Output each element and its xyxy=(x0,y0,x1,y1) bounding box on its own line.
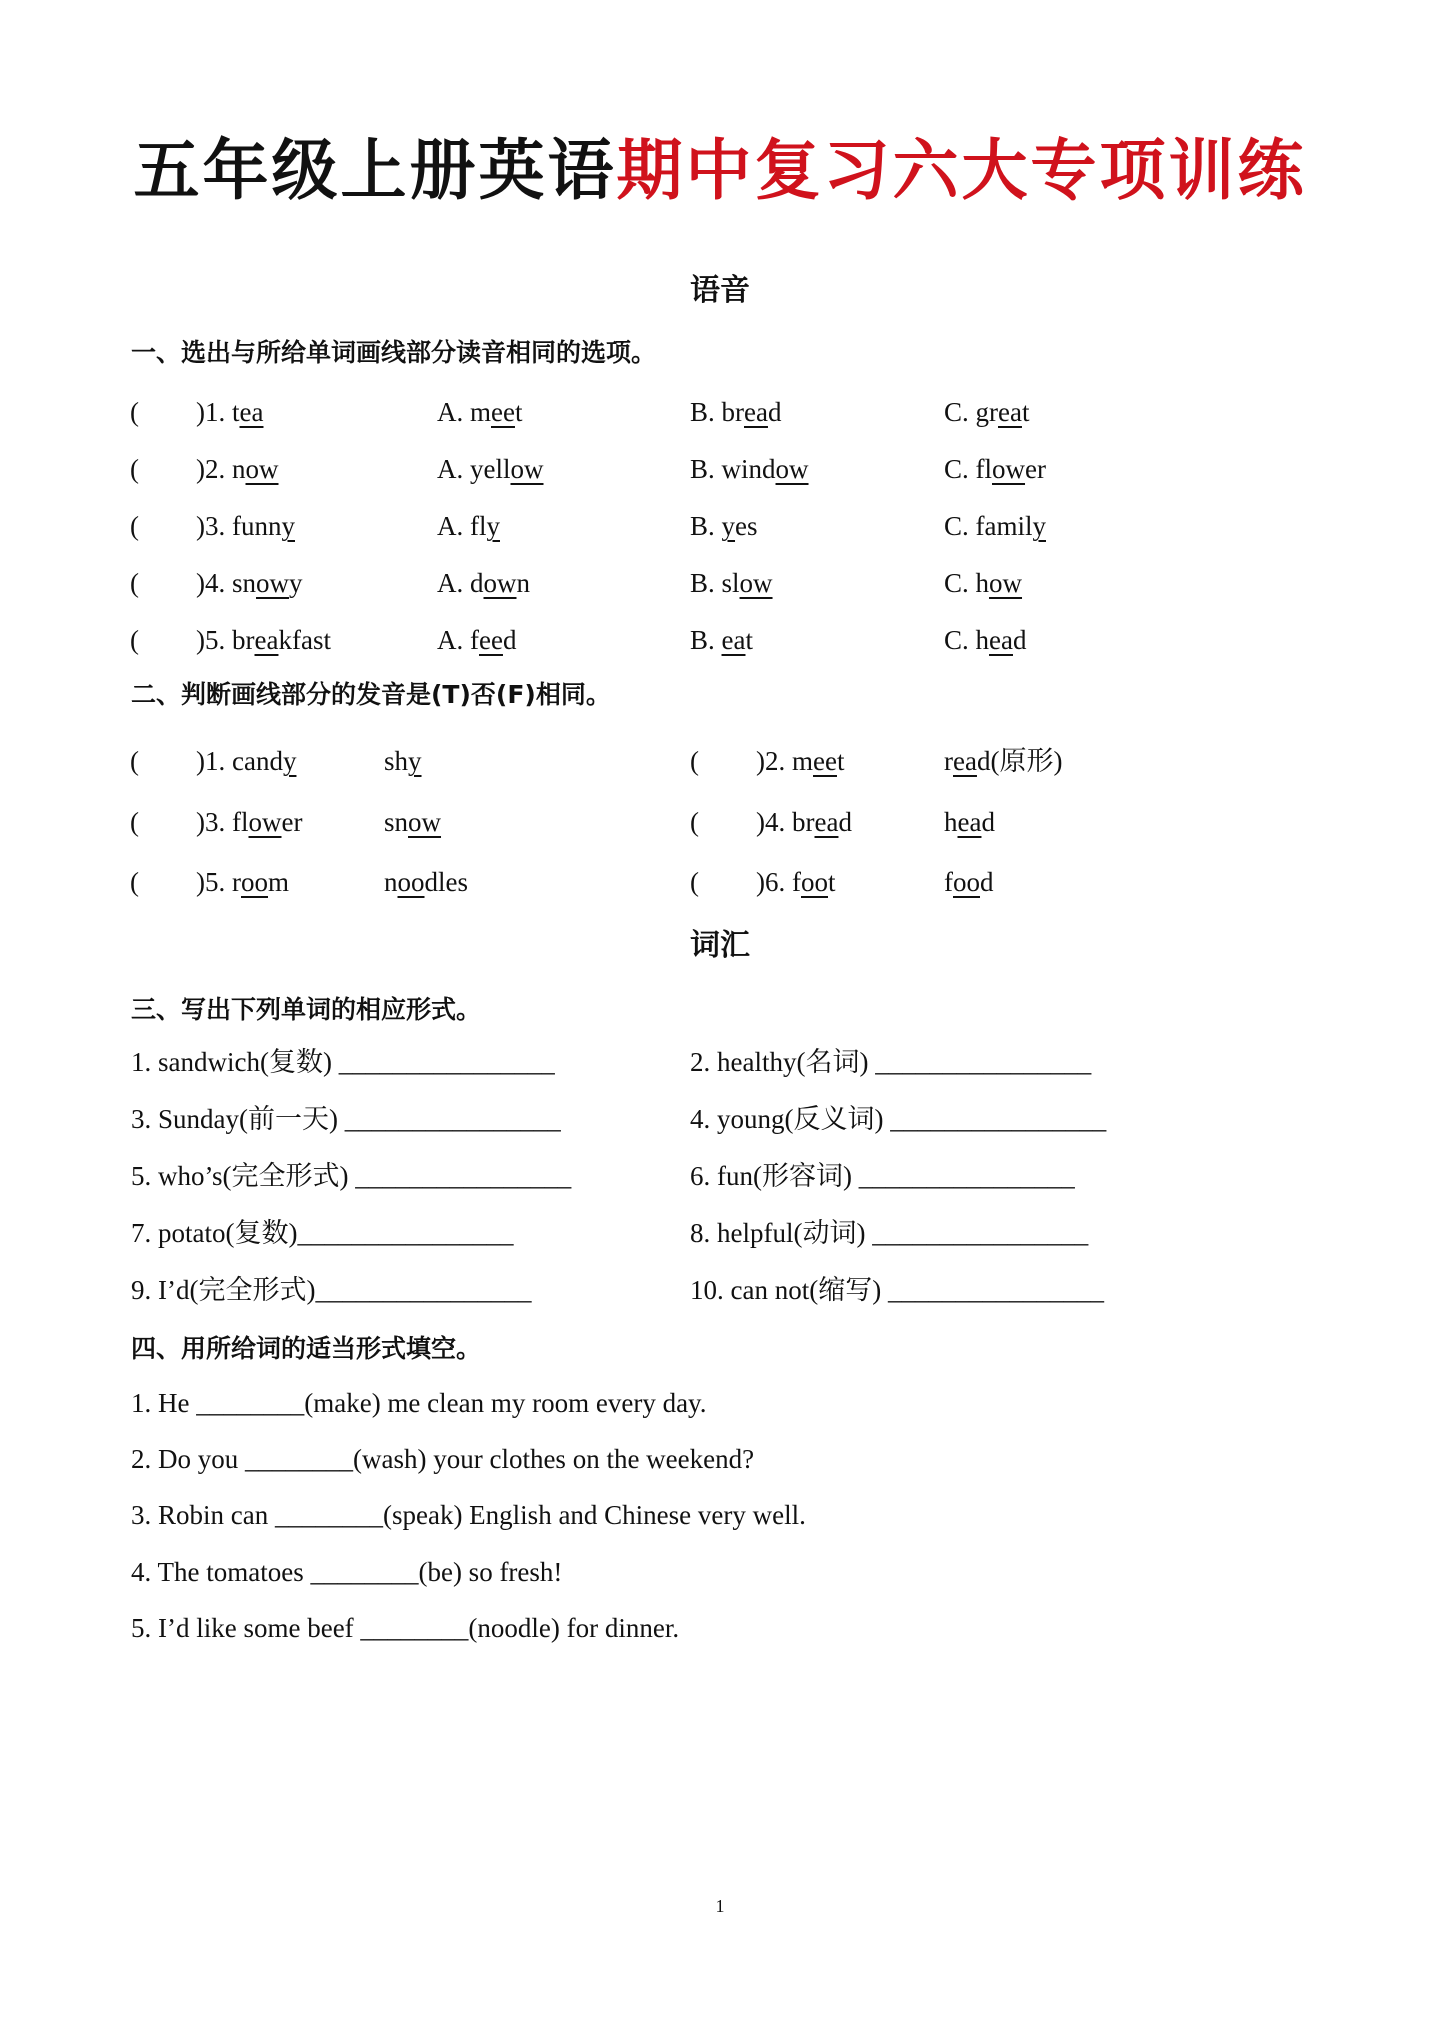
answer-paren[interactable] xyxy=(130,802,139,842)
given-word: bread xyxy=(792,807,852,837)
item-number: )3. xyxy=(196,511,232,541)
word-form-item[interactable] xyxy=(131,1099,561,1139)
option-c-text: C. family xyxy=(944,511,1046,541)
answer-paren-open: ( xyxy=(690,807,699,837)
compare-word xyxy=(384,802,441,842)
answer-paren-open: ( xyxy=(130,807,139,837)
item-word xyxy=(196,506,295,546)
item-word xyxy=(196,620,331,660)
compare-word xyxy=(384,862,468,902)
answer-paren[interactable] xyxy=(690,741,699,781)
question-4-item xyxy=(0,1439,1440,1479)
compare-word xyxy=(944,862,994,902)
option-b[interactable] xyxy=(690,620,753,660)
sentence-text: 1. He ________(make) me clean my room every day. xyxy=(131,1388,707,1418)
item-number: )5. xyxy=(196,625,232,655)
word-form-item[interactable] xyxy=(131,1042,555,1082)
answer-paren-open: ( xyxy=(690,746,699,776)
word-form-text: 3. Sunday(前一天) ________________ xyxy=(131,1104,561,1134)
answer-paren-open: ( xyxy=(130,867,139,897)
question-1-row xyxy=(0,392,1440,432)
given-word: candy xyxy=(232,746,297,776)
option-a-text: A. yellow xyxy=(437,454,544,484)
item-number: )1. xyxy=(196,397,232,427)
given-word: tea xyxy=(232,397,264,427)
option-c-text: C. how xyxy=(944,568,1023,598)
page-number: 1 xyxy=(715,1896,725,1916)
option-c[interactable] xyxy=(944,449,1046,489)
option-c[interactable] xyxy=(944,620,1026,660)
title-part-1: 五年级上册英语 xyxy=(133,132,617,209)
word-form-item[interactable] xyxy=(690,1156,1075,1196)
item-word xyxy=(196,563,303,603)
question-4-heading: 四、用所给词的适当形式填空。 xyxy=(131,1334,482,1363)
sentence-text: 5. I’d like some beef ________(noodle) for dinner. xyxy=(131,1613,680,1643)
word-form-text: 4. young(反义词) ________________ xyxy=(690,1104,1107,1134)
item-word xyxy=(756,802,852,842)
option-a[interactable] xyxy=(437,392,522,432)
option-a-text: A. fly xyxy=(437,511,500,541)
answer-paren-open: ( xyxy=(130,746,139,776)
given-word: funny xyxy=(232,511,295,541)
item-word xyxy=(196,449,279,489)
item-word xyxy=(196,392,263,432)
given-word: snowy xyxy=(232,568,303,598)
item-word xyxy=(196,862,289,902)
option-c-text: C. flower xyxy=(944,454,1046,484)
item-word xyxy=(756,862,836,902)
option-c[interactable] xyxy=(944,563,1022,603)
word-form-item[interactable] xyxy=(131,1270,531,1310)
item-number: )5. xyxy=(196,867,232,897)
compare-word-text: head xyxy=(944,807,995,837)
question-4-item xyxy=(0,1552,1440,1592)
item-word xyxy=(196,802,302,842)
compare-word-text: shy xyxy=(384,746,422,776)
section-heading-vocabulary: 词汇 xyxy=(690,928,750,963)
option-b-text: B. window xyxy=(690,454,809,484)
title-part-2: 期中复习六大专项训练 xyxy=(616,132,1307,209)
item-word xyxy=(196,741,296,781)
fill-blank-sentence[interactable] xyxy=(131,1495,806,1535)
answer-paren[interactable] xyxy=(130,620,139,660)
page-title xyxy=(0,128,1440,214)
answer-paren-open: ( xyxy=(130,397,139,427)
word-form-item[interactable] xyxy=(690,1270,1104,1310)
answer-paren[interactable] xyxy=(130,449,139,489)
option-a-text: A. feed xyxy=(437,625,517,655)
compare-word xyxy=(944,741,1062,781)
answer-paren-open: ( xyxy=(130,625,139,655)
answer-paren-open: ( xyxy=(130,511,139,541)
answer-paren[interactable] xyxy=(690,862,699,902)
option-b[interactable] xyxy=(690,506,758,546)
question-4-item xyxy=(0,1495,1440,1535)
compare-word-text: noodles xyxy=(384,867,468,897)
word-form-text: 10. can not(缩写) ________________ xyxy=(690,1275,1104,1305)
option-a[interactable] xyxy=(437,563,530,603)
question-1-row xyxy=(0,449,1440,489)
question-4-item xyxy=(0,1608,1440,1648)
word-form-item[interactable] xyxy=(690,1099,1106,1139)
compare-word-text: read(原形) xyxy=(944,746,1063,776)
word-form-text: 7. potato(复数)________________ xyxy=(131,1218,514,1248)
option-b-text: B. bread xyxy=(690,397,782,427)
option-b[interactable] xyxy=(690,563,773,603)
word-form-text: 2. healthy(名词) ________________ xyxy=(690,1047,1092,1077)
given-word: now xyxy=(232,454,279,484)
answer-paren-open: ( xyxy=(130,568,139,598)
word-form-item[interactable] xyxy=(690,1213,1088,1253)
item-word xyxy=(756,741,845,781)
section-heading-phonics: 语音 xyxy=(690,273,750,308)
option-c[interactable] xyxy=(944,392,1029,432)
option-c[interactable] xyxy=(944,506,1046,546)
sentence-text: 2. Do you ________(wash) your clothes on the weekend? xyxy=(131,1444,755,1474)
option-a[interactable] xyxy=(437,620,516,660)
answer-paren[interactable] xyxy=(130,506,139,546)
item-number: )4. xyxy=(756,807,792,837)
item-number: )2. xyxy=(756,746,792,776)
answer-paren-open: ( xyxy=(690,867,699,897)
sentence-text: 3. Robin can ________(speak) English and Chinese very well. xyxy=(131,1500,806,1530)
word-form-item[interactable] xyxy=(131,1213,513,1253)
given-word: foot xyxy=(792,867,836,897)
option-b-text: B. eat xyxy=(690,625,753,655)
compare-word-text: food xyxy=(944,867,994,897)
sentence-text: 4. The tomatoes ________(be) so fresh! xyxy=(131,1557,563,1587)
compare-word xyxy=(944,802,995,842)
word-form-text: 8. helpful(动词) ________________ xyxy=(690,1218,1089,1248)
given-word: flower xyxy=(232,807,303,837)
option-b[interactable] xyxy=(690,392,781,432)
word-form-text: 9. I’d(完全形式)________________ xyxy=(131,1275,532,1305)
given-word: breakfast xyxy=(232,625,331,655)
option-c-text: C. great xyxy=(944,397,1030,427)
answer-paren[interactable] xyxy=(130,741,139,781)
given-word: meet xyxy=(792,746,845,776)
fill-blank-sentence[interactable] xyxy=(131,1552,562,1592)
question-1-row xyxy=(0,620,1440,660)
compare-word xyxy=(384,741,422,781)
word-form-text: 5. who’s(完全形式) ________________ xyxy=(131,1161,572,1191)
item-number: )2. xyxy=(196,454,232,484)
item-number: )3. xyxy=(196,807,232,837)
fill-blank-sentence[interactable] xyxy=(131,1439,754,1479)
answer-paren[interactable] xyxy=(130,563,139,603)
answer-paren[interactable] xyxy=(130,862,139,902)
item-number: )1. xyxy=(196,746,232,776)
option-a-text: A. down xyxy=(437,568,530,598)
answer-paren[interactable] xyxy=(690,802,699,842)
option-b[interactable] xyxy=(690,449,809,489)
option-c-text: C. head xyxy=(944,625,1027,655)
fill-blank-sentence[interactable] xyxy=(131,1383,707,1423)
question-2-heading: 二、判断画线部分的发音是(T)否(F)相同。 xyxy=(131,680,611,709)
compare-word-text: snow xyxy=(384,807,442,837)
option-b-text: B. yes xyxy=(690,511,758,541)
fill-blank-sentence[interactable] xyxy=(131,1608,679,1648)
option-a-text: A. meet xyxy=(437,397,523,427)
given-word: room xyxy=(232,867,290,897)
question-4-item xyxy=(0,1383,1440,1423)
answer-paren[interactable] xyxy=(130,392,139,432)
word-form-item[interactable] xyxy=(131,1156,571,1196)
word-form-item[interactable] xyxy=(690,1042,1091,1082)
question-3-heading: 三、写出下列单词的相应形式。 xyxy=(131,995,482,1024)
option-b-text: B. slow xyxy=(690,568,773,598)
option-a[interactable] xyxy=(437,506,500,546)
item-number: )6. xyxy=(756,867,792,897)
question-1-row xyxy=(0,506,1440,546)
option-a[interactable] xyxy=(437,449,544,489)
question-1-heading: 一、选出与所给单词画线部分读音相同的选项。 xyxy=(131,338,657,367)
question-1-row xyxy=(0,563,1440,603)
answer-paren-open: ( xyxy=(130,454,139,484)
word-form-text: 6. fun(形容词) ________________ xyxy=(690,1161,1075,1191)
item-number: )4. xyxy=(196,568,232,598)
word-form-text: 1. sandwich(复数) ________________ xyxy=(131,1047,555,1077)
